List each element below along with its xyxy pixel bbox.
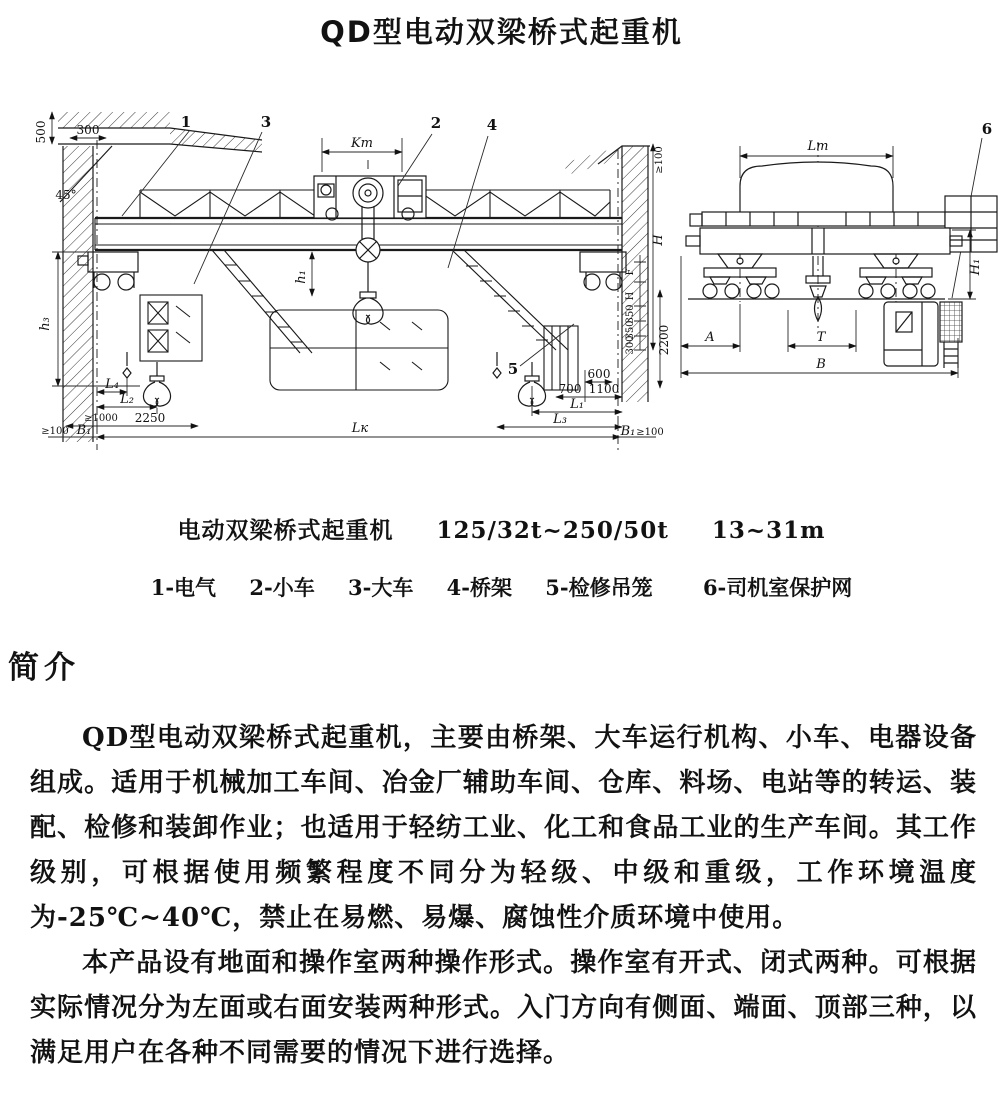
callout-4: 4 [486, 116, 498, 134]
dimension-lines [48, 112, 982, 437]
dim-label: B₁ [76, 423, 92, 438]
figure-legend [0, 572, 1003, 602]
page-title: QD型电动双梁桥式起重机 [320, 15, 683, 49]
dim-label: 2200 [657, 324, 671, 356]
caption-product: 电动双梁桥式起重机 [177, 517, 394, 544]
callout-5: 5 [507, 360, 519, 378]
figure-caption [0, 512, 1003, 545]
dim-label: ≥1000 [84, 413, 118, 424]
callout-2: 2 [430, 114, 442, 132]
end-trucks [78, 252, 626, 290]
caption-capacity: 125/32t~250/50t [436, 517, 669, 544]
dim-label: h₁ [294, 270, 309, 284]
dim-label: L₃ [553, 412, 567, 427]
dim-label: H [651, 234, 666, 246]
hooks [123, 352, 546, 406]
legend-item-2: 2-小车 [249, 575, 315, 600]
dim-label: H₁ [968, 258, 983, 276]
dim-label: B₁ [620, 424, 636, 439]
legend-item-3: 3-大车 [348, 575, 414, 600]
dim-label: 300 [625, 335, 636, 355]
intro-paragraph-2: 本产品设有地面和操作室两种操作形式。操作室有开式、闭式两种。可根据实际情况分为左面或右面安装两种形式。入门方向有侧面、端面、顶部三种，以满足用户在各种不同需要的情况下进行选择。 [30, 948, 977, 1068]
legend-item-4: 4-桥架 [446, 575, 512, 600]
legend-item-6: 6-司机室保护网 [702, 575, 853, 600]
intro-heading: 简介 [8, 650, 80, 686]
dim-label: 350 [625, 320, 636, 340]
dim-label: L₄ [105, 377, 119, 392]
dim-label: ≥100 [654, 146, 665, 174]
callout-6: 6 [981, 120, 993, 138]
end-view [686, 162, 997, 368]
dim-label: 300 [76, 123, 100, 137]
dim-label: 1100 [588, 382, 620, 396]
crane-technical-drawing [0, 100, 1003, 468]
caption-span: 13~31m [711, 517, 826, 544]
dim-label: ≥100 [41, 426, 69, 437]
callout-1: 1 [180, 113, 192, 131]
dim-label: Lк [351, 421, 369, 436]
dim-label: B [816, 357, 826, 372]
dim-label: Kт [350, 136, 374, 151]
dim-label: A [705, 330, 715, 345]
catalog-page [0, 14, 1003, 1114]
dim-label: h₃ [38, 317, 53, 331]
dim-label: 2250 [134, 411, 166, 425]
intro-paragraph-1: QD型电动双梁桥式起重机，主要由桥架、大车运行机构、小车、电器设备组成。适用于机械加工车间、冶金厂辅助车间、仓库、料场、电站等的转运、装配、检修和装卸作业；也适用于轻纺工业、化工和食品工业的生产车间。其工作级别，可根据使用频繁程度不同分为轻级、中级和重级，工作环境温度为-25℃~40℃，禁止在易燃、易爆、腐蚀性介质环境中使用。 [30, 723, 977, 933]
legend-item-5: 5-检修吊笼 [545, 575, 653, 600]
dim-label: 45° [55, 188, 77, 202]
callout-3: 3 [260, 113, 272, 131]
dim-label: 700 [558, 382, 582, 396]
dim-label: L₁ [570, 397, 584, 412]
dim-label: 350 [625, 304, 636, 324]
dim-label: 600 [587, 367, 611, 381]
dim-label: H [625, 291, 636, 301]
dim-label: ≥100 [636, 427, 664, 438]
dim-label: F [625, 268, 636, 276]
dim-label: T [816, 330, 826, 345]
dim-label: 500 [34, 120, 48, 144]
legend-item-1: 1-电气 [150, 575, 217, 600]
dim-label: Lт [807, 139, 829, 154]
dim-label: L₂ [120, 392, 134, 407]
